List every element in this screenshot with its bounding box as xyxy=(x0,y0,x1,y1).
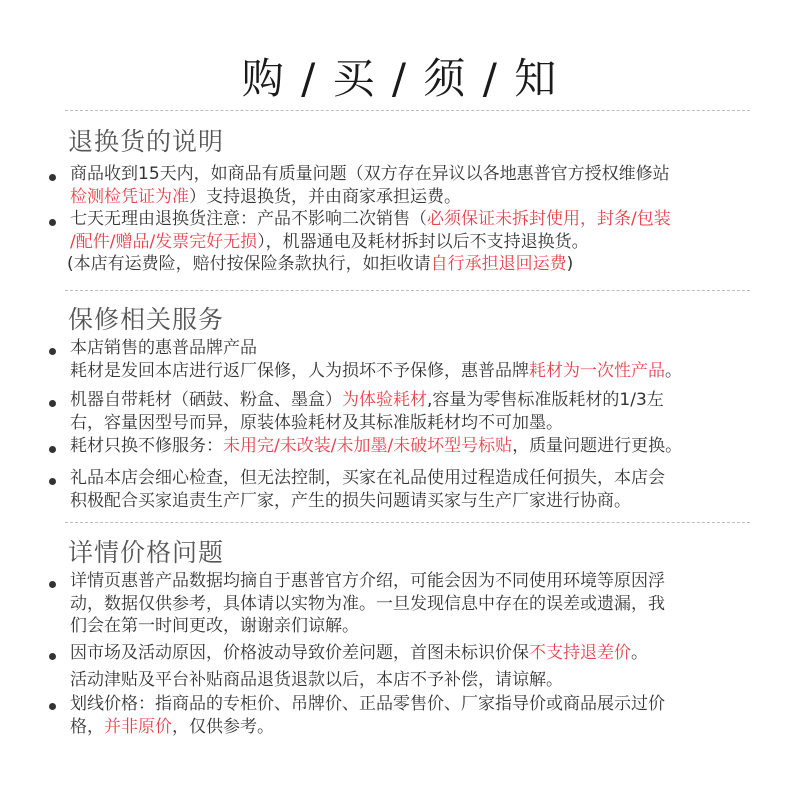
section-heading-warranty: 保修相关服务 xyxy=(68,305,225,334)
item-text: ）支持退换货，并由商家承担运费。 xyxy=(189,186,461,207)
item-text: ，仅供参考。 xyxy=(172,716,274,737)
item-text: 耗材只换不修服务： xyxy=(70,436,223,456)
item-text: 。 xyxy=(665,360,682,381)
bullet-icon xyxy=(49,348,56,355)
item-line xyxy=(70,208,760,231)
bullet-icon xyxy=(49,400,56,407)
section-divider xyxy=(65,522,750,523)
item-text: ，质量问题进行更换。 xyxy=(512,436,683,456)
list-item-gifts xyxy=(70,467,760,512)
item-text: 七天无理由退换货注意：产品不影响二次销售（ xyxy=(70,209,427,229)
highlight-text: 为体验耗材 xyxy=(342,390,427,410)
item-line: 本店销售的惠普品牌产品 xyxy=(70,338,257,358)
item-line xyxy=(70,435,760,458)
highlight-text: 必须保证未拆封使用，封条/包装 xyxy=(427,209,671,229)
item-text: (本店有运费险，赔付按保险条款执行，如拒收请 xyxy=(67,254,431,274)
section-heading-returns: 退换货的说明 xyxy=(68,127,225,156)
list-item-replace-only xyxy=(70,435,760,458)
highlight-text: 耗材为一次性产品 xyxy=(529,360,665,381)
highlight-text: 检测检凭证为准 xyxy=(70,186,189,207)
item-line: 动，数据仅供参考，具体请以实物为准。一旦发现信息中存在的误差或遗漏，我 xyxy=(70,593,665,614)
item-line xyxy=(70,716,760,739)
list-item-seven-day-return xyxy=(67,208,760,276)
item-line xyxy=(70,186,760,209)
item-text: ) xyxy=(566,254,574,274)
item-line xyxy=(67,253,760,276)
item-line xyxy=(70,360,760,383)
item-line xyxy=(70,642,760,665)
bullet-icon xyxy=(49,653,56,660)
item-line: 们会在第一时间更改，谢谢亲们谅解。 xyxy=(70,616,359,636)
item-text: 耗材是发回本店进行返厂保修，人为损坏不予保修，惠普品牌 xyxy=(70,360,529,381)
list-item-starter-supplies xyxy=(70,389,760,434)
item-text: ），机器通电及耗材拆封以后不支持退换货。 xyxy=(257,231,589,252)
section-heading-pricing: 详情价格问题 xyxy=(68,538,225,567)
item-line xyxy=(70,231,760,254)
item-text: 格， xyxy=(70,716,104,737)
section-divider xyxy=(65,110,750,111)
bullet-icon xyxy=(49,478,56,485)
item-text: 机器自带耗材（硒鼓、粉盒、墨盒） xyxy=(70,390,342,410)
page-title: 购 / 买 / 须 / 知 xyxy=(241,54,559,103)
list-item-return-quality xyxy=(70,163,760,208)
item-line xyxy=(70,389,760,412)
item-line: 商品收到15天内，如商品有质量问题（双方存在异议以各地惠普官方授权维修站 xyxy=(70,164,670,184)
item-line: 活动津贴及平台补贴商品退货退款以后，本店不予补偿，请谅解。 xyxy=(70,669,563,690)
item-text: 。 xyxy=(631,643,648,663)
highlight-text: 自行承担退回运费 xyxy=(430,254,567,274)
list-item-price-fluctuation xyxy=(70,642,760,691)
highlight-text: 不支持退差价 xyxy=(529,643,631,663)
highlight-text: 未用完/未改装/未加墨/未破坏型号标贴 xyxy=(223,436,513,456)
list-item-hp-products xyxy=(70,337,760,382)
item-line: 右，容量因型号而异，原装体验耗材及其标准版耗材均不可加墨。 xyxy=(70,412,563,433)
bullet-icon xyxy=(49,219,56,226)
item-line: 划线价格：指商品的专柜价、吊牌价、正品零售价、厂家指导价或商品展示过价 xyxy=(70,694,665,714)
list-item-product-data xyxy=(70,570,760,638)
highlight-text: /配件/赠品/发票完好无损 xyxy=(70,231,258,252)
bullet-icon xyxy=(49,703,56,710)
item-line: 详情页惠普产品数据均摘自于惠普官方介绍，可能会因为不同使用环境等原因浮 xyxy=(70,571,665,591)
bullet-icon xyxy=(49,581,56,588)
highlight-text: 并非原价 xyxy=(104,716,172,737)
list-item-strikethrough-price xyxy=(70,693,760,738)
section-divider xyxy=(65,290,750,291)
item-line: 礼品本店会细心检查，但无法控制，买家在礼品使用过程造成任何损失，本店会 xyxy=(70,468,665,488)
bullet-icon xyxy=(49,174,56,181)
item-text: ,容量为零售标准版耗材的1/3左 xyxy=(427,390,664,410)
bullet-icon xyxy=(49,446,56,453)
item-line: 积极配合买家追责生产厂家，产生的损失问题请买家与生产厂家进行协商。 xyxy=(70,490,631,511)
item-text: 因市场及活动原因，价格波动导致价差问题，首图未标识价保 xyxy=(70,643,529,663)
